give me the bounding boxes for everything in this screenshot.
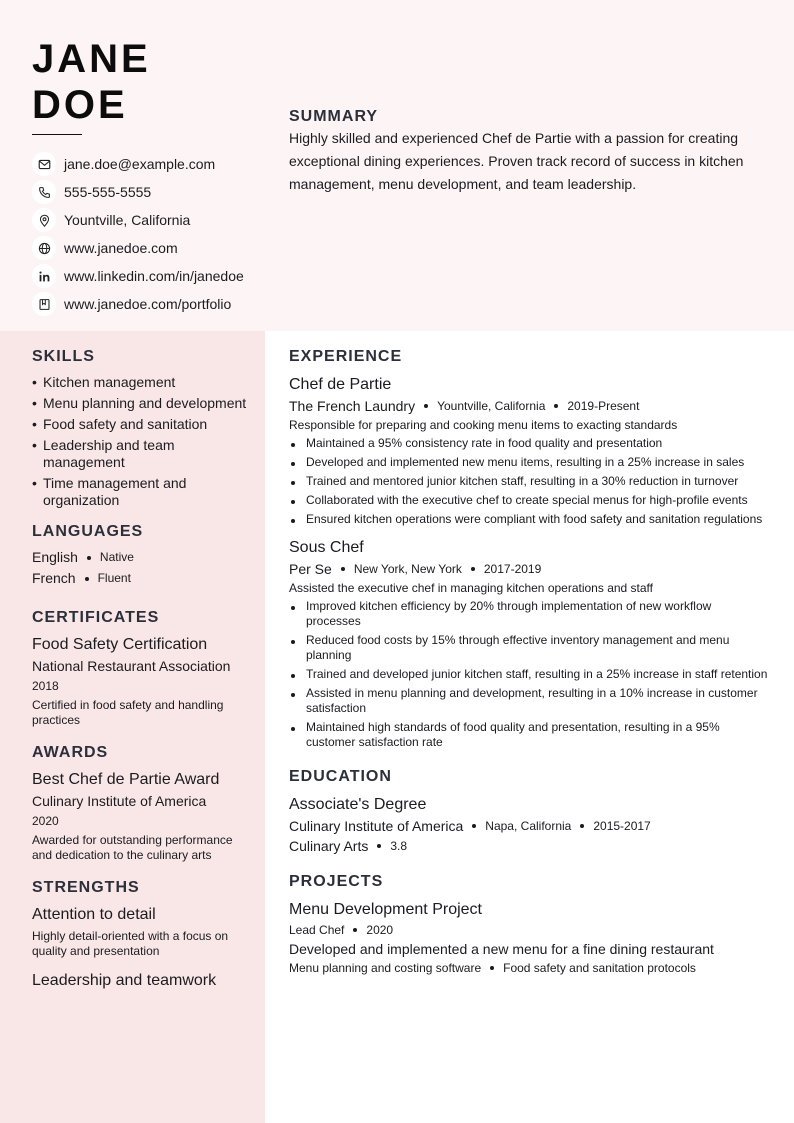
sidebar-content xyxy=(32,348,254,991)
contact-list xyxy=(32,150,244,318)
award-desc: Awarded for outstanding performance and dedication to the culinary arts xyxy=(32,833,233,862)
project-role: Lead Chef xyxy=(289,923,345,937)
education-field-row xyxy=(289,838,769,854)
separator-dot xyxy=(424,404,428,408)
separator-dot xyxy=(554,404,558,408)
education-location: Napa, California xyxy=(485,819,572,833)
project-tools xyxy=(289,961,769,975)
award-name: Best Chef de Partie Award xyxy=(32,771,220,788)
last-name: DOE xyxy=(32,83,128,127)
award-org: Culinary Institute of America xyxy=(32,793,207,809)
certificates-heading: CERTIFICATES xyxy=(32,609,160,626)
skill-item: • Menu planning and development xyxy=(32,395,254,412)
achievement-item: Collaborated with the executive chef to create special menus for high-profile events xyxy=(289,493,769,508)
projects-section xyxy=(289,873,769,975)
education-section xyxy=(289,768,769,854)
job-description: Responsible for preparing and cooking menu items to exacting standards xyxy=(289,418,678,432)
separator-dot xyxy=(472,824,476,828)
strength-name: Leadership and teamwork xyxy=(32,972,217,989)
job-location: New York, New York xyxy=(353,562,462,576)
job-description: Assisted the executive chef in managing kitchen operations and staff xyxy=(289,581,654,595)
contact-portfolio-text: www.janedoe.com/portfolio xyxy=(64,296,232,312)
first-name: JANE xyxy=(32,37,151,81)
achievement-item: Trained and mentored junior kitchen staff, resulting in a 30% reduction in turnover xyxy=(289,474,769,489)
language-level: Fluent xyxy=(97,571,131,585)
job-achievements xyxy=(289,599,769,750)
separator-dot xyxy=(377,844,381,848)
project-name: Menu Development Project xyxy=(289,901,482,918)
job-company: The French Laundry xyxy=(289,398,416,414)
separator-dot xyxy=(353,928,357,932)
awards-section xyxy=(32,744,254,863)
contact-phone[interactable] xyxy=(32,178,244,206)
separator-dot xyxy=(341,567,345,571)
strength-desc: Highly detail-oriented with a focus on quality and presentation xyxy=(32,929,229,958)
education-gpa: 3.8 xyxy=(390,839,408,853)
job-achievements xyxy=(289,436,769,527)
summary-heading: SUMMARY xyxy=(289,108,379,125)
education-heading: EDUCATION xyxy=(289,768,392,785)
education-school: Culinary Institute of America xyxy=(289,818,464,834)
contact-linkedin[interactable] xyxy=(32,262,244,290)
certificate-name: Food Safety Certification xyxy=(32,636,208,653)
job-meta xyxy=(289,398,769,414)
separator-dot xyxy=(490,966,494,970)
mail-icon xyxy=(32,152,56,176)
skill-item: • Food safety and sanitation xyxy=(32,416,254,433)
certificate-desc: Certified in food safety and handling practices xyxy=(32,698,224,727)
job-title: Sous Chef xyxy=(289,539,364,556)
certificate-year: 2018 xyxy=(32,679,59,693)
job-meta xyxy=(289,561,769,577)
strength-name: Attention to detail xyxy=(32,906,156,923)
separator-dot xyxy=(85,577,89,581)
skills-list xyxy=(32,374,254,509)
language-level: Native xyxy=(99,550,134,564)
main-content xyxy=(289,348,769,975)
contact-website[interactable] xyxy=(32,234,244,262)
name-divider xyxy=(32,134,82,135)
project-tool: Food safety and sanitation protocols xyxy=(503,961,696,975)
contact-linkedin-text: www.linkedin.com/in/janedoe xyxy=(64,268,244,284)
award-year: 2020 xyxy=(32,814,59,828)
job-dates: 2017-2019 xyxy=(483,562,542,576)
job-entry xyxy=(289,538,769,750)
separator-dot xyxy=(87,556,91,560)
phone-icon xyxy=(32,180,56,204)
job-dates: 2019-Present xyxy=(567,399,640,413)
candidate-name xyxy=(32,36,151,128)
skills-heading: SKILLS xyxy=(32,348,95,365)
projects-heading: PROJECTS xyxy=(289,873,384,890)
skill-item: • Kitchen management xyxy=(32,374,254,391)
skill-item: • Leadership and team management xyxy=(32,437,254,471)
job-title: Chef de Partie xyxy=(289,376,392,393)
linkedin-icon xyxy=(32,264,56,288)
achievement-item: Maintained high standards of food quality and presentation, resulting in a 95% customer satisfaction rate xyxy=(289,720,769,750)
project-description: Developed and implemented a new menu for a fine dining restaurant xyxy=(289,941,714,957)
contact-website-text: www.janedoe.com xyxy=(64,240,178,256)
job-entry xyxy=(289,375,769,527)
achievement-item: Maintained a 95% consistency rate in food quality and presentation xyxy=(289,436,769,451)
languages-heading: LANGUAGES xyxy=(32,523,144,540)
languages-section xyxy=(32,523,254,589)
language-row xyxy=(32,547,254,568)
skills-section xyxy=(32,348,254,509)
project-year: 2020 xyxy=(366,923,394,937)
project-tool: Menu planning and costing software xyxy=(289,961,482,975)
achievement-item: Ensured kitchen operations were compliant with food safety and sanitation regulations xyxy=(289,512,769,527)
globe-icon xyxy=(32,236,56,260)
contact-location xyxy=(32,206,244,234)
separator-dot xyxy=(471,567,475,571)
job-company: Per Se xyxy=(289,561,332,577)
education-dates: 2015-2017 xyxy=(593,819,651,833)
achievement-item: Improved kitchen efficiency by 20% through implementation of new workflow processes xyxy=(289,599,769,629)
summary-section xyxy=(289,108,769,196)
project-meta xyxy=(289,923,769,937)
certificates-section xyxy=(32,609,254,728)
skill-item: • Time management and organization xyxy=(32,475,254,509)
strengths-heading: STRENGTHS xyxy=(32,879,140,896)
summary-text: Highly skilled and experienced Chef de Partie with a passion for creating exceptional dining experiences. Proven track record of success in kitchen management, menu development, and team leadership. xyxy=(289,130,744,192)
education-field: Culinary Arts xyxy=(289,838,369,854)
location-pin-icon xyxy=(32,208,56,232)
certificate-org: National Restaurant Association xyxy=(32,658,231,674)
achievement-item: Trained and developed junior kitchen staff, resulting in a 25% increase in staff retention xyxy=(289,667,769,682)
education-degree: Associate's Degree xyxy=(289,796,427,813)
experience-heading: EXPERIENCE xyxy=(289,348,403,365)
contact-email-text: jane.doe@example.com xyxy=(64,156,216,172)
achievement-item: Reduced food costs by 15% through effective inventory management and menu planning xyxy=(289,633,769,663)
strengths-section xyxy=(32,879,254,991)
contact-phone-text: 555-555-5555 xyxy=(64,184,152,200)
portfolio-icon xyxy=(32,292,56,316)
experience-section xyxy=(289,348,769,750)
awards-heading: AWARDS xyxy=(32,744,109,761)
language-name: French xyxy=(32,570,76,586)
language-name: English xyxy=(32,549,78,565)
education-meta xyxy=(289,818,769,834)
job-location: Yountville, California xyxy=(437,399,546,413)
achievement-item: Assisted in menu planning and development, resulting in a 10% increase in customer satisfaction xyxy=(289,686,769,716)
achievement-item: Developed and implemented new menu items, resulting in a 25% increase in sales xyxy=(289,455,769,470)
language-row xyxy=(32,568,254,589)
contact-location-text: Yountville, California xyxy=(64,212,191,228)
contact-email[interactable] xyxy=(32,150,244,178)
contact-portfolio[interactable] xyxy=(32,290,244,318)
separator-dot xyxy=(580,824,584,828)
